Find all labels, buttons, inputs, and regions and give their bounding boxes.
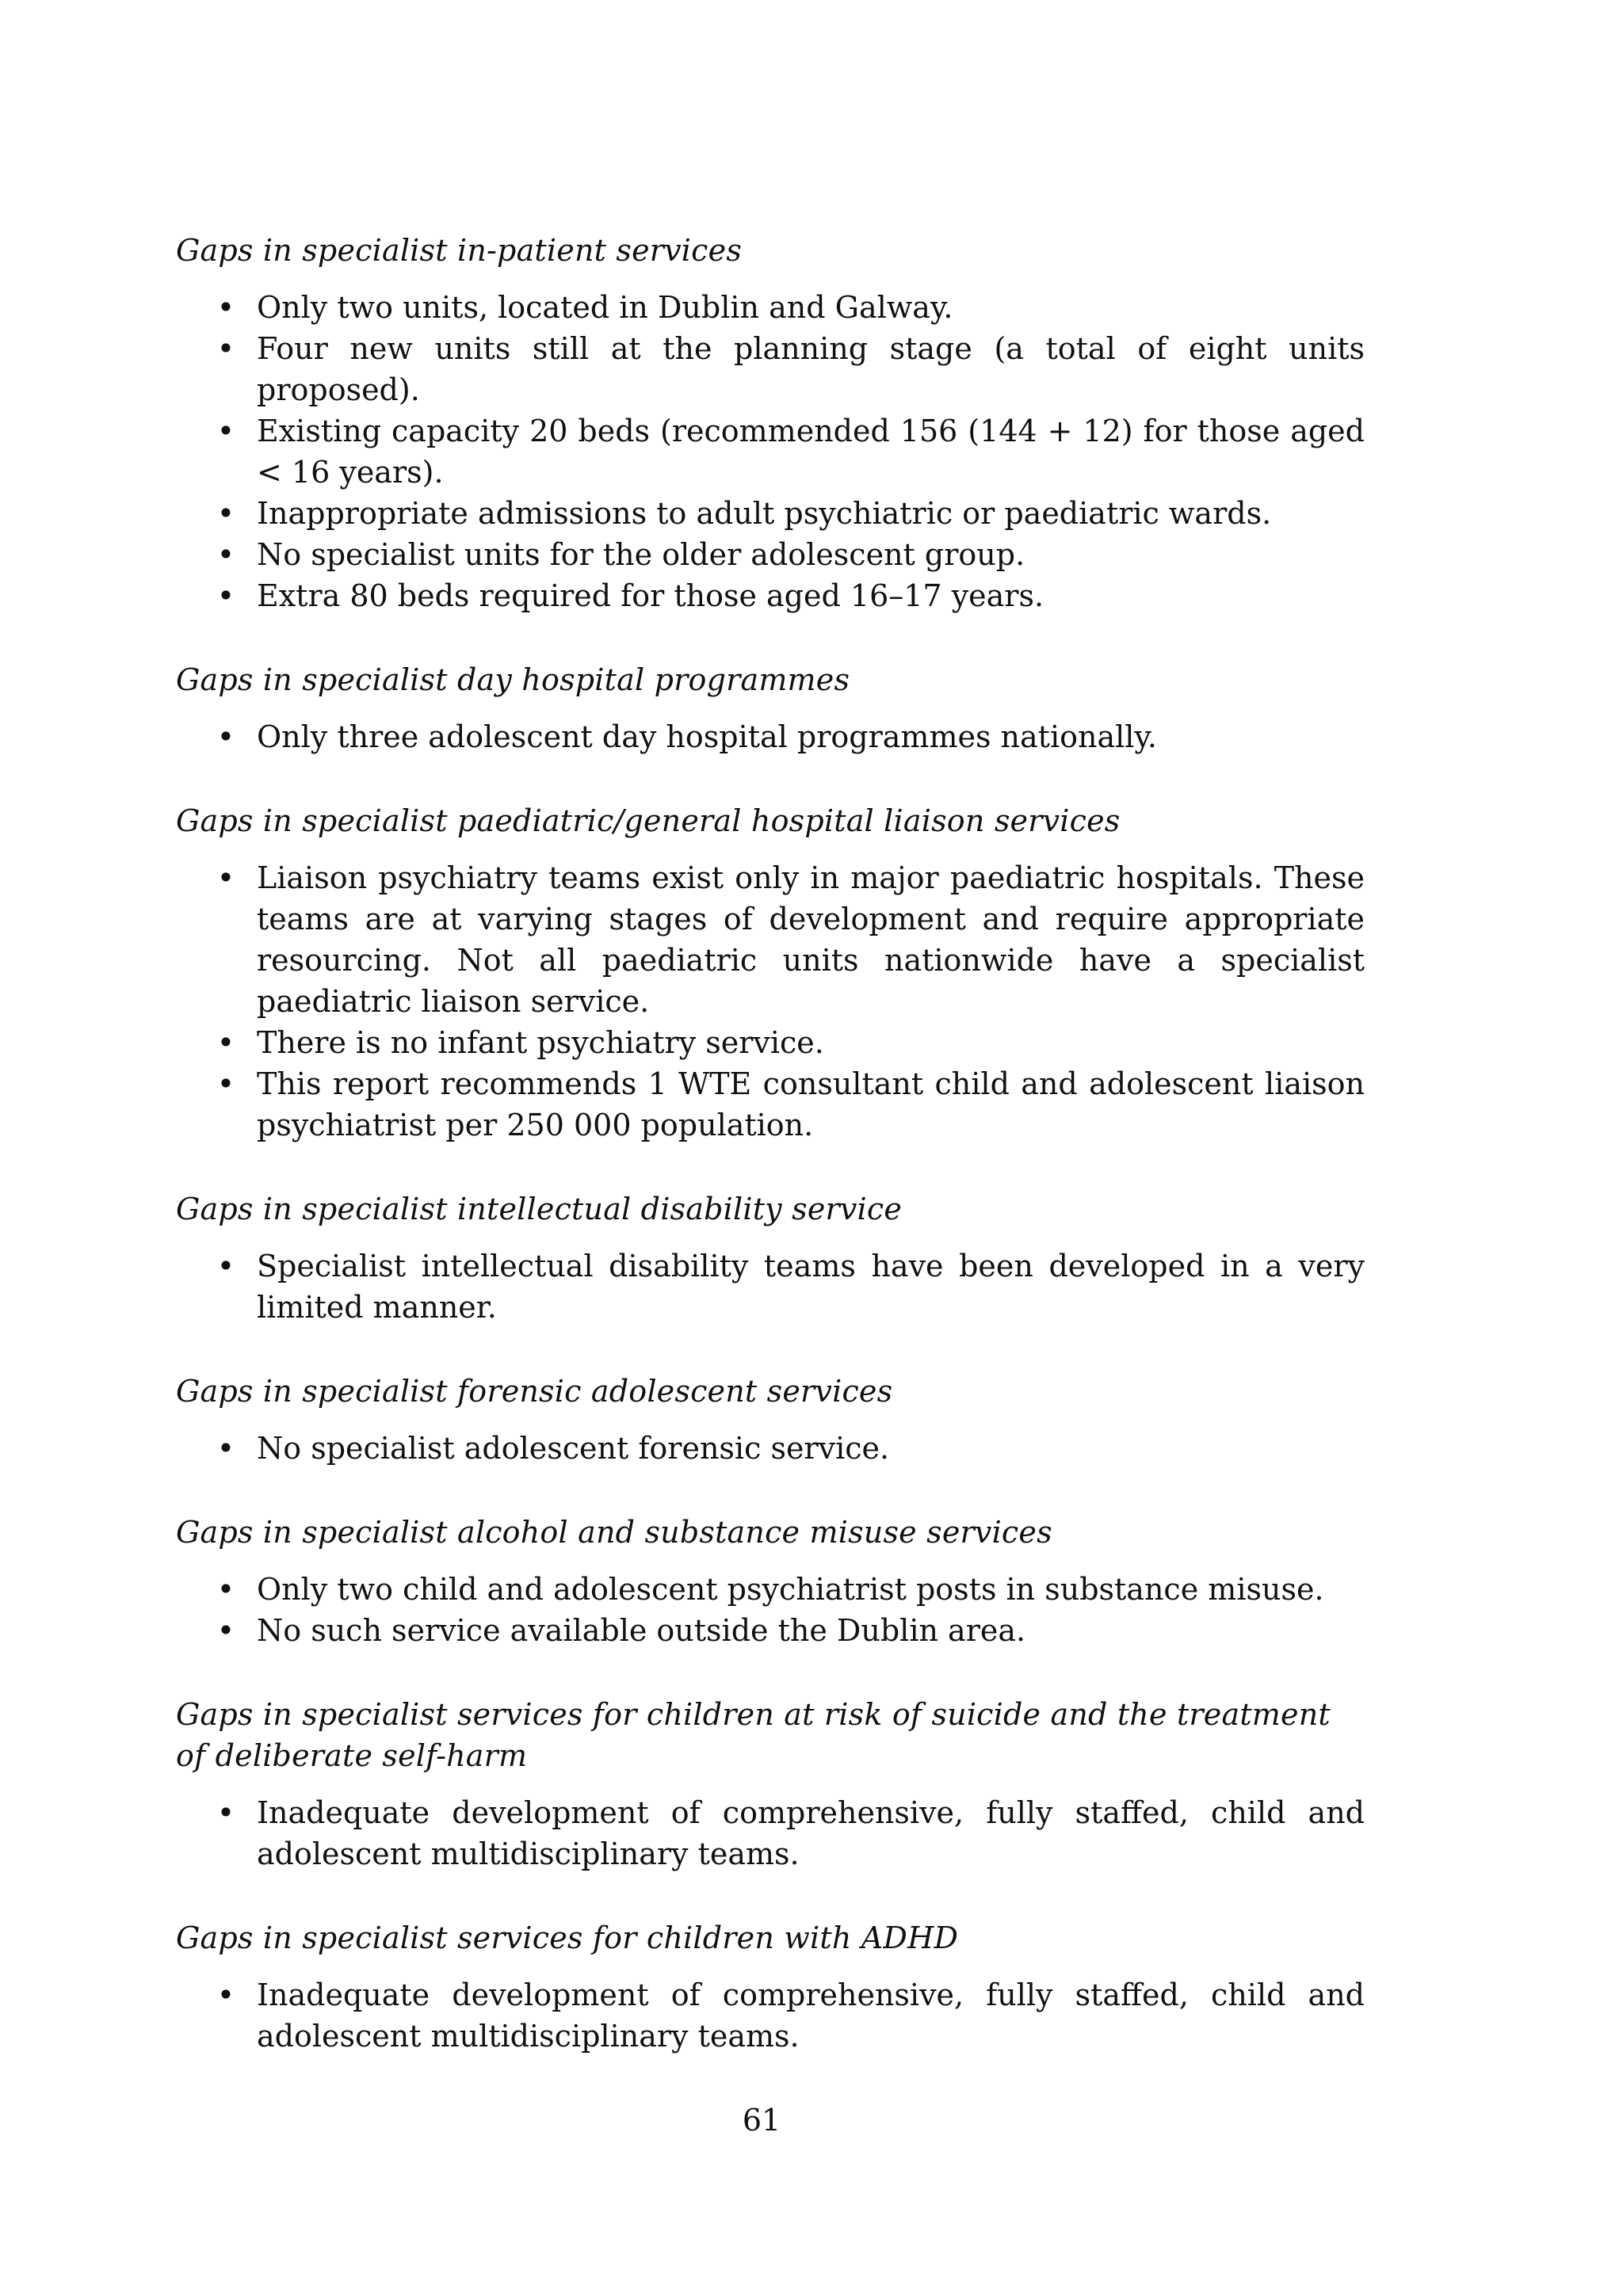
list-item-text: Only two units, located in Dublin and Galway. — [257, 290, 953, 325]
bullet-icon: • — [216, 414, 235, 448]
section-forensic — [176, 1371, 1365, 1469]
list-item — [176, 328, 1365, 410]
list-item — [176, 1569, 1365, 1610]
list-item-text: No specialist units for the older adolescent group. — [257, 537, 1025, 572]
bullet-icon: • — [216, 1572, 235, 1607]
section-suicide-risk — [176, 1694, 1365, 1875]
list-item-text: Specialist intellectual disability teams have been developed in a very limited manner. — [257, 1249, 1365, 1325]
section-heading: Gaps in specialist paediatric/general hospital liaison services — [176, 803, 1121, 838]
bullet-icon: • — [216, 1249, 235, 1283]
bullet-icon: • — [216, 578, 235, 613]
section-inpatient — [176, 230, 1365, 616]
section-heading: Gaps in specialist in-patient services — [176, 233, 743, 268]
document-page — [176, 230, 1365, 2100]
section-liaison — [176, 800, 1365, 1146]
bullet-icon: • — [216, 1066, 235, 1101]
bullet-icon: • — [216, 1978, 235, 2012]
list-item-text: Liaison psychiatry teams exist only in major paediatric hospitals. These teams are at varying stages of development and require appropriate resourcing. Not all paediatric units nationwide have a specialist paediatric liaison service. — [257, 860, 1365, 1019]
list-item — [176, 1063, 1365, 1146]
list-item — [176, 1245, 1365, 1328]
list-item — [176, 1792, 1365, 1875]
list-item — [176, 857, 1365, 1022]
list-item — [176, 287, 1365, 328]
section-substance-misuse — [176, 1512, 1365, 1651]
list-item-text: This report recommends 1 WTE consultant child and adolescent liaison psychiatrist per 250 000 population. — [257, 1066, 1365, 1142]
bullet-list — [176, 1428, 1365, 1469]
page-number: 61 — [742, 2103, 781, 2138]
list-item — [176, 1974, 1365, 2057]
list-item-text: Inappropriate admissions to adult psychiatric or paediatric wards. — [257, 496, 1272, 531]
section-heading: Gaps in specialist forensic adolescent services — [176, 1374, 893, 1409]
bullet-icon: • — [216, 1431, 235, 1466]
list-item-text: Inadequate development of comprehensive, fully staffed, child and adolescent multidisciplinary teams. — [257, 1795, 1365, 1871]
list-item-text: Extra 80 beds required for those aged 16–17 years. — [257, 578, 1044, 613]
list-item-text: Four new units still at the planning stage (a total of eight units proposed). — [257, 331, 1365, 407]
list-item-text: Inadequate development of comprehensive, fully staffed, child and adolescent multidisciplinary teams. — [257, 1978, 1365, 2054]
list-item — [176, 716, 1365, 757]
list-item — [176, 493, 1365, 534]
bullet-list — [176, 716, 1365, 757]
list-item — [176, 575, 1365, 616]
bullet-list — [176, 1569, 1365, 1651]
list-item-text: There is no infant psychiatry service. — [257, 1025, 824, 1060]
bullet-icon: • — [216, 1025, 235, 1060]
bullet-icon: • — [216, 331, 235, 366]
bullet-list — [176, 1974, 1365, 2057]
section-heading: Gaps in specialist intellectual disability service — [176, 1192, 903, 1226]
bullet-icon: • — [216, 290, 235, 325]
section-heading: Gaps in specialist alcohol and substance misuse services — [176, 1515, 1052, 1550]
bullet-icon: • — [216, 496, 235, 531]
bullet-icon: • — [216, 1795, 235, 1830]
list-item — [176, 534, 1365, 575]
section-intellectual-disability — [176, 1188, 1365, 1328]
bullet-icon: • — [216, 1613, 235, 1648]
bullet-icon: • — [216, 537, 235, 572]
bullet-icon: • — [216, 860, 235, 895]
section-heading: Gaps in specialist services for children at risk of suicide and the treatment of deliberate self-harm — [176, 1697, 1331, 1773]
list-item — [176, 1022, 1365, 1063]
list-item — [176, 1610, 1365, 1651]
list-item-text: No specialist adolescent forensic service. — [257, 1431, 890, 1466]
section-heading: Gaps in specialist services for children with ADHD — [176, 1920, 959, 1955]
bullet-list — [176, 857, 1365, 1146]
section-day-hospital — [176, 659, 1365, 757]
list-item-text: Only three adolescent day hospital programmes nationally. — [257, 719, 1157, 754]
list-item-text: No such service available outside the Dublin area. — [257, 1613, 1026, 1648]
bullet-list — [176, 1245, 1365, 1328]
bullet-list — [176, 1792, 1365, 1875]
list-item — [176, 1428, 1365, 1469]
section-adhd — [176, 1917, 1365, 2057]
bullet-list — [176, 287, 1365, 616]
list-item-text: Existing capacity 20 beds (recommended 156 (144 + 12) for those aged < 16 years). — [257, 414, 1365, 490]
bullet-icon: • — [216, 719, 235, 754]
list-item-text: Only two child and adolescent psychiatrist posts in substance misuse. — [257, 1572, 1324, 1607]
list-item — [176, 410, 1365, 493]
section-heading: Gaps in specialist day hospital programmes — [176, 662, 850, 697]
